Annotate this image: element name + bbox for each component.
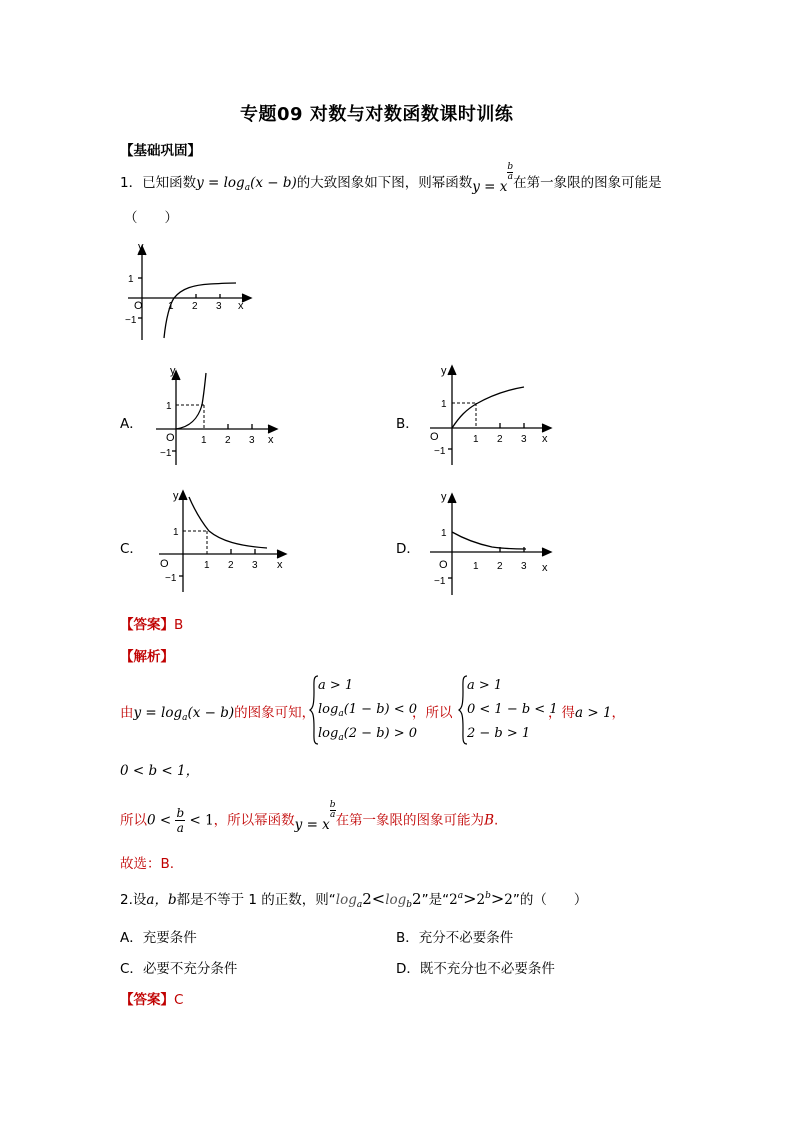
x-tick-1: 1: [168, 301, 174, 312]
svg-text:2: 2: [497, 561, 503, 572]
system-1-row-3: $\log_a(2 - b) > 0$: [318, 726, 418, 743]
svg-text:1: 1: [441, 399, 447, 410]
q2-answer: 【答案】C: [120, 992, 184, 1008]
svg-text:1: 1: [173, 527, 179, 538]
svg-text:1: 1: [441, 528, 447, 539]
q1-func: $y = \log_a(x - b)$: [196, 175, 297, 193]
origin-label: O: [134, 300, 143, 312]
q1-text-b: 的大致图象如下图，则幂函数: [296, 175, 473, 191]
q1-analysis-label: 【解析】: [120, 649, 174, 665]
svg-text:y: y: [441, 491, 447, 503]
x-tick-3: 3: [216, 301, 222, 312]
svg-text:O: O: [430, 431, 439, 443]
svg-text:y: y: [441, 365, 447, 377]
q1-option-c-label[interactable]: C．: [120, 541, 143, 557]
q2-option-a[interactable]: A．充要条件: [120, 930, 197, 946]
svg-text:−1: −1: [165, 573, 177, 584]
section-basic: 【基础巩固】: [120, 143, 201, 159]
q1-option-d-graph[interactable]: [426, 488, 561, 598]
system-2: [467, 674, 558, 746]
system-1-row-1: a > 1: [318, 678, 354, 693]
q1-analysis-line1: 由$y = \log_a(x - b)$的图象可知，: [120, 705, 316, 723]
y-tick-1: 1: [128, 274, 134, 285]
svg-text:y: y: [173, 490, 179, 502]
system-1-row-2: $\log_a(1 - b) < 0$: [318, 702, 418, 719]
q2-option-d[interactable]: D．既不充分也不必要条件: [396, 961, 555, 977]
svg-text:3: 3: [521, 561, 527, 572]
q2-stem: 2.设a，b都是不等于 1 的正数，则“$\log_a2<\log_b2$”是“$2^a>2^b>2$”的（ ）: [120, 889, 588, 910]
axis-x-label: x: [238, 300, 244, 312]
svg-text:3: 3: [249, 435, 255, 446]
q1-option-b-graph[interactable]: [426, 358, 561, 468]
q1-option-b-label[interactable]: B．: [396, 416, 419, 432]
svg-text:2: 2: [497, 434, 503, 445]
q1-option-d-label[interactable]: D．: [396, 541, 420, 557]
q1-analysis-get: ，得a > 1，: [548, 705, 626, 721]
svg-text:1: 1: [166, 401, 172, 412]
svg-text:x: x: [542, 562, 548, 574]
q1-stem: [120, 162, 662, 195]
x-tick-2: 2: [192, 301, 198, 312]
svg-text:y: y: [170, 365, 176, 377]
svg-text:−1: −1: [160, 448, 172, 459]
q1-conclusion: 故选：B.: [120, 856, 175, 872]
svg-text:2: 2: [225, 435, 231, 446]
q1-analysis-line2: 0 < b < 1，: [120, 763, 200, 779]
svg-text:−1: −1: [434, 446, 446, 457]
svg-text:1: 1: [201, 435, 207, 446]
svg-text:3: 3: [252, 560, 258, 571]
axis-y-label: y: [138, 241, 144, 253]
svg-text:O: O: [160, 558, 169, 570]
q1-paren: （ ）: [124, 210, 178, 226]
svg-text:x: x: [268, 434, 274, 446]
svg-text:2: 2: [228, 560, 234, 571]
system-1: [318, 674, 417, 746]
svg-text:O: O: [439, 559, 448, 571]
svg-text:1: 1: [473, 434, 479, 445]
q1-given-graph: [120, 238, 260, 343]
q1-number: 1．: [120, 175, 143, 191]
svg-text:x: x: [277, 559, 283, 571]
q1-text-c: 在第一象限的图象可能是: [513, 175, 662, 191]
q1-text-a: 已知函数: [142, 175, 197, 191]
q1-option-a-label[interactable]: A．: [120, 416, 143, 432]
q2-option-b[interactable]: B．充分不必要条件: [396, 930, 514, 946]
system-2-row-3: 2 − b > 1: [467, 726, 531, 741]
system-2-row-1: a > 1: [467, 678, 503, 693]
q1-option-c-graph[interactable]: [155, 485, 290, 595]
svg-text:1: 1: [473, 561, 479, 572]
system-2-row-2: 0 < 1 − b < 1: [467, 702, 558, 717]
q1-power: y = x $\frac{b}{a}$: [472, 162, 514, 195]
q1-answer: 【答案】B: [120, 617, 184, 633]
q2-option-c[interactable]: C．必要不充分条件: [120, 961, 238, 977]
svg-text:−1: −1: [434, 576, 446, 587]
svg-text:O: O: [166, 432, 175, 444]
q1-option-a-graph[interactable]: [150, 363, 285, 468]
y-tick-neg1: −1: [125, 315, 137, 326]
page-title: 专题09 对数与对数函数课时训练: [240, 104, 514, 125]
q1-analysis-line3: 所以0 < $\frac{b}{a}$ < 1，所以幂函数y = x $\frac{b}{a}$ 在第一象限的图象可能为B.: [120, 799, 499, 835]
svg-text:1: 1: [204, 560, 210, 571]
q1-analysis-so: ，所以: [412, 705, 453, 721]
svg-text:x: x: [542, 433, 548, 445]
svg-text:3: 3: [521, 434, 527, 445]
